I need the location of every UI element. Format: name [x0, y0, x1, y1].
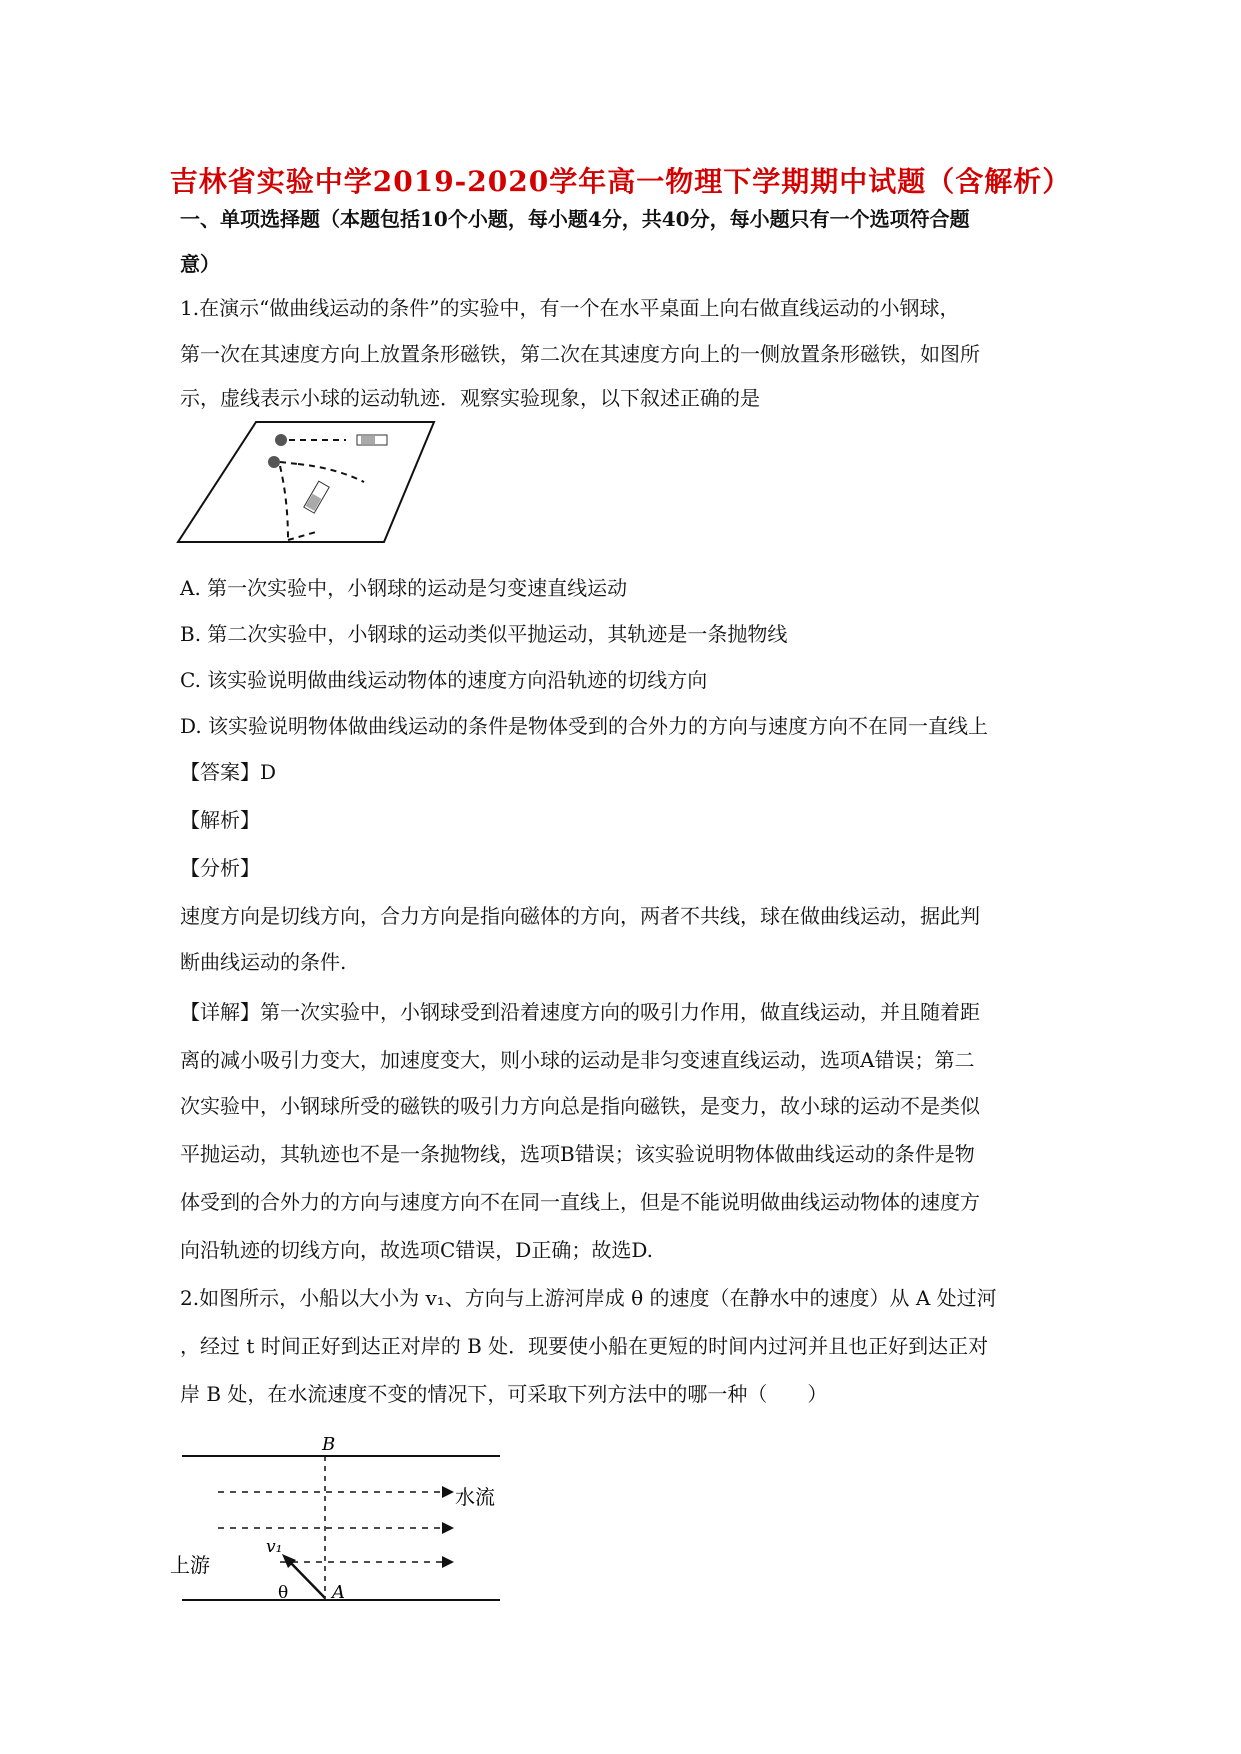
q1-detail-line5: 体受到的合外力的方向与速度方向不在同一直线上，但是不能说明做曲线运动物体的速度方	[180, 1190, 980, 1214]
q2-stem-line3: 岸 B 处，在水流速度不变的情况下，可采取下列方法中的哪一种（ ）	[180, 1382, 828, 1406]
q1-magnet-figure	[176, 420, 436, 546]
steel-ball-1	[275, 434, 287, 446]
flow-arrow-2	[442, 1522, 454, 1534]
steel-ball-2	[268, 456, 280, 468]
trajectory-curve-right	[298, 464, 364, 482]
q2-stem-line2: ，经过 t 时间正好到达正对岸的 B 处．现要使小船在更短的时间内过河并且也正好到达正对	[180, 1334, 989, 1358]
bar-magnet-1-pole	[361, 436, 375, 444]
q1-detail-line2: 离的减小吸引力变大，加速度变大，则小球的运动是非匀变速直线运动，选项A错误；第二	[180, 1048, 975, 1072]
trajectory-curve-bottom	[288, 532, 316, 540]
label-v1: v₁	[266, 1537, 283, 1557]
q1-detail-line4: 平抛运动，其轨迹也不是一条抛物线，选项B错误；该实验说明物体做曲线运动的条件是物	[180, 1142, 975, 1166]
q1-option-c: C. 该实验说明做曲线运动物体的速度方向沿轨迹的切线方向	[180, 668, 708, 692]
q1-detail-line6: 向沿轨迹的切线方向，故选项C错误，D正确；故选D.	[180, 1238, 654, 1262]
trajectory-curve-left	[280, 466, 288, 540]
q1-stem-line1: 1.在演示“做曲线运动的条件”的实验中，有一个在水平桌面上向右做直线运动的小钢球，	[180, 296, 960, 320]
q1-answer: 【答案】D	[180, 760, 277, 784]
label-b: B	[322, 1436, 336, 1455]
q2-stem-line1: 2.如图所示，小船以大小为 v₁、方向与上游河岸成 θ 的速度（在静水中的速度）从 A 处过河	[180, 1286, 997, 1310]
q2-river-figure	[170, 1436, 510, 1608]
q1-analysis-line1: 速度方向是切线方向，合力方向是指向磁体的方向，两者不共线，球在做曲线运动，据此判	[180, 904, 980, 928]
section-heading-line2: 意）	[180, 252, 220, 276]
label-theta: θ	[278, 1583, 289, 1603]
q1-stem-line3: 示，虚线表示小球的运动轨迹．观察实验现象，以下叙述正确的是	[180, 386, 760, 410]
q1-option-b: B. 第二次实验中，小钢球的运动类似平抛运动，其轨迹是一条抛物线	[180, 622, 788, 646]
flow-arrow-1	[442, 1486, 454, 1498]
label-water-flow: 水流	[455, 1485, 495, 1509]
bar-magnet-2	[304, 481, 329, 513]
q1-option-d: D. 该实验说明物体做曲线运动的条件是物体受到的合外力的方向与速度方向不在同一直线上	[180, 714, 989, 738]
flow-arrow-3	[442, 1556, 454, 1568]
q1-fenxi-heading: 【分析】	[180, 856, 260, 880]
q1-detail-line3: 次实验中，小钢球所受的磁铁的吸引力方向总是指向磁铁，是变力，故小球的运动不是类似	[180, 1094, 980, 1118]
q1-jiexi-heading: 【解析】	[180, 808, 260, 832]
q1-stem-line2: 第一次在其速度方向上放置条形磁铁，第二次在其速度方向上的一侧放置条形磁铁，如图所	[180, 342, 980, 366]
label-a: A	[332, 1582, 345, 1603]
q1-detail-line1: 【详解】第一次实验中，小钢球受到沿着速度方向的吸引力作用，做直线运动，并且随着距	[180, 1000, 980, 1024]
section-heading-line1: 一、单项选择题（本题包括10个小题，每小题4分，共40分，每小题只有一个选项符合题	[180, 207, 970, 231]
v1-vector	[288, 1560, 325, 1598]
q1-option-a: A. 第一次实验中，小钢球的运动是匀变速直线运动	[180, 576, 628, 600]
label-upstream: 上游	[170, 1553, 210, 1577]
document-title: 吉林省实验中学2019-2020学年高一物理下学期期中试题（含解析）	[169, 165, 1072, 198]
trajectory-curve-top	[280, 462, 298, 464]
q1-analysis-line2: 断曲线运动的条件.	[180, 950, 347, 974]
